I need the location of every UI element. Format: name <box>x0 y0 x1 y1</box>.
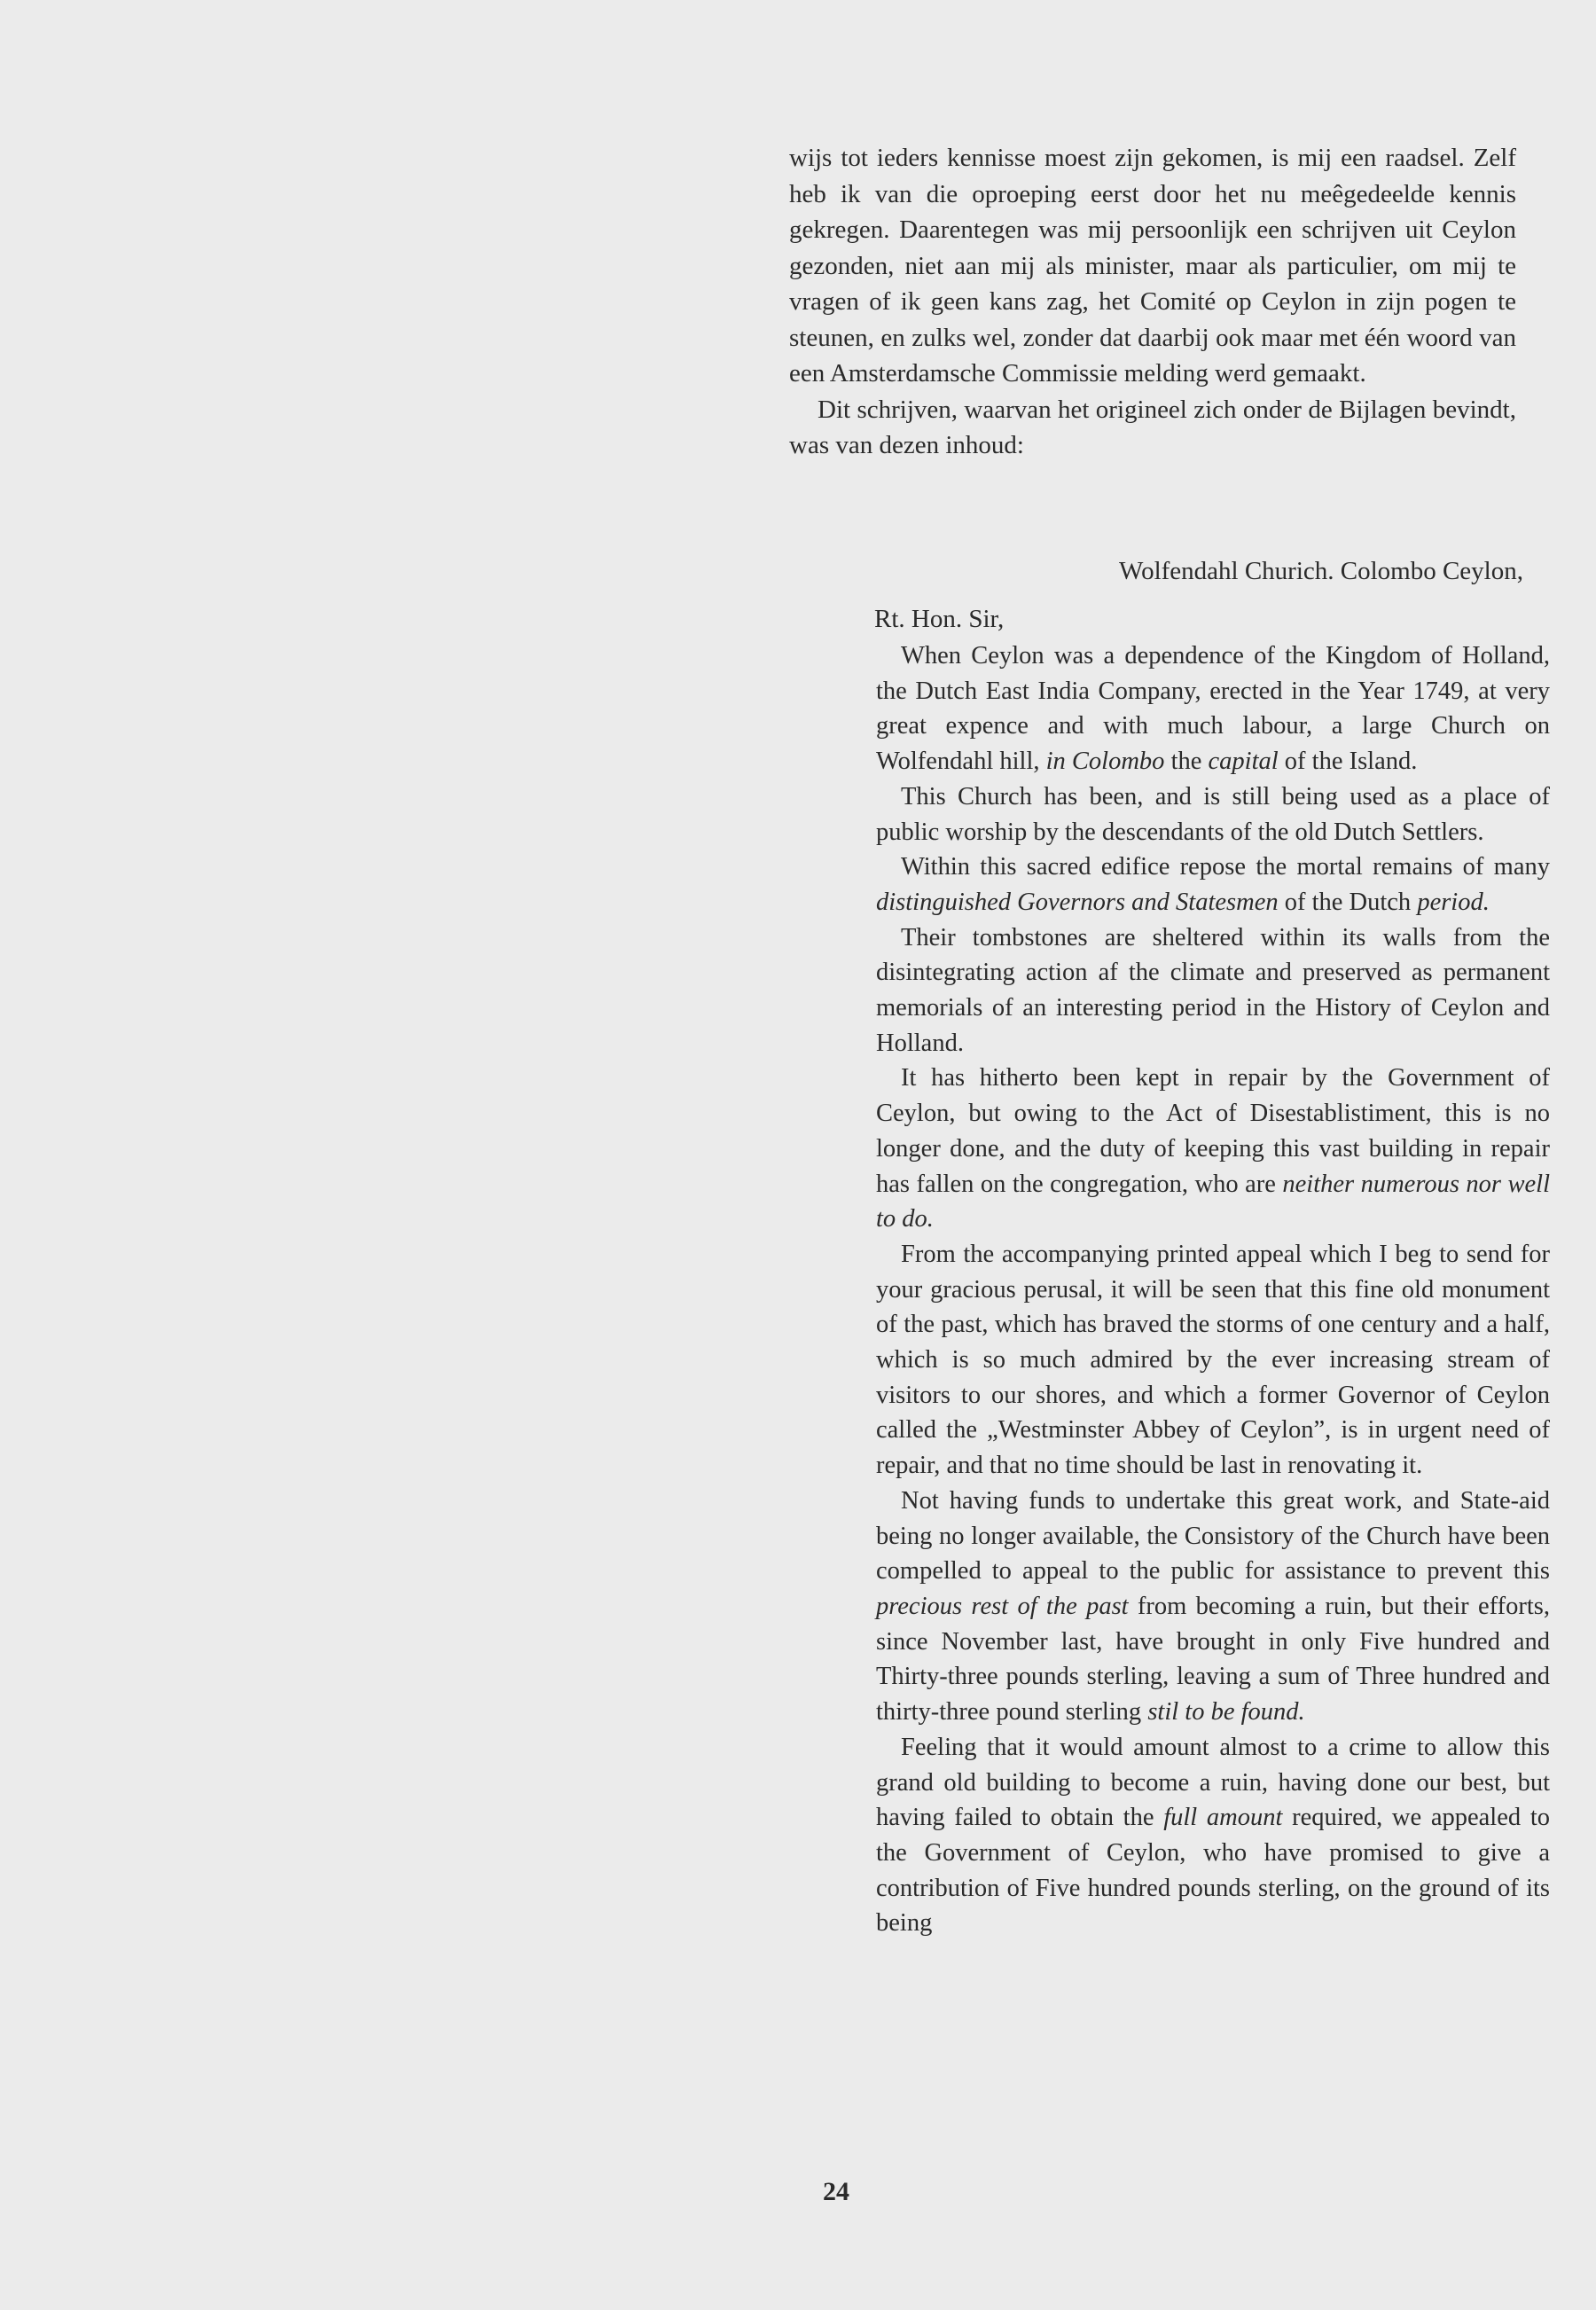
italic-text: distinguished Governors and Statesmen <box>876 888 1279 916</box>
intro-paragraph-1: wijs tot ieders kennisse moest zijn gekomen, is mij een raadsel. Zelf heb ik van die oproeping eerst door het nu meêgedeelde kennis gekregen. Daarentegen was mij persoonlijk een schrijven uit Ceylon gezonden, niet aan mij als minister, maar als particulier, om mij te vragen of ik geen kans zag, het Comité op Ceylon in zijn pogen te steunen, en zulks wel, zonder dat daarbij ook maar met één woord van een Amsterdamsche Commissie melding werd gemaakt. <box>789 144 1516 388</box>
letter-paragraph <box>876 1237 1550 1484</box>
page-number: 24 <box>823 2177 849 2206</box>
italic-text: in Colombo <box>1045 748 1165 776</box>
letter-paragraph <box>876 1484 1550 1730</box>
text-run: Feeling that it would amount almost to a crime to allow this grand old building to become a ruin, having done our best, but having failed to obtain the <box>876 1733 1550 1832</box>
text-run: From the accompanying printed appeal which I beg to send for your gracious perusal, it will be seen that this fine old monument of the past, which has braved the storms of one century and a half, which is so much admired by the ever increasing stream of visitors to our shores, and which a former Governor of Ceylon called the „Westminster Abbey of Ceylon”, is in urgent need of repair, and that no time should be last in renovating it. <box>876 1240 1550 1480</box>
italic-text: neither numerous nor well to do. <box>876 1170 1551 1233</box>
letter-salutation: Rt. Hon. Sir, <box>874 605 1005 633</box>
letter-heading: Wolfendahl Churich. Colombo Ceylon, <box>1119 557 1523 585</box>
intro-paragraph-2: Dit schrijven, waarvan het origineel zich onder de Bijlagen bevindt, was van dezen inhoud: <box>789 395 1516 459</box>
letter-paragraph <box>876 920 1550 1061</box>
letter-paragraph <box>876 1061 1550 1237</box>
text-run: the <box>1164 748 1209 776</box>
text-run: from becoming a ruin, but their efforts, since November last, have brought in only Five hundred and Thirty-three pounds sterling, leaving a sum of Three hundred and thirty-three pound sterling <box>876 1592 1550 1727</box>
letter-paragraph <box>876 850 1550 920</box>
text-run: Not having funds to undertake this great work, and State-aid being no longer available, the Consistory of the Church have been compelled to appeal to the public for assistance to prevent this <box>876 1486 1550 1586</box>
letter-paragraph <box>876 779 1550 850</box>
text-run: It has hitherto been kept in repair by the Government of Ceylon, but owing to the Act of Disestablistiment, this is no longer done, and the duty of keeping this vast building in repair has fallen on the congregation, who are <box>876 1064 1550 1198</box>
letter-paragraph <box>876 638 1550 779</box>
letter-paragraph <box>876 1730 1550 1941</box>
text-run: Within this sacred edifice repose the mortal remains of many <box>901 853 1550 881</box>
letter-body <box>876 638 1550 1941</box>
text-run: Their tombstones are sheltered within its walls from the disintegrating action af the climate and preserved as permanent memorials of an interesting period in the History of Ceylon and Holland. <box>876 923 1550 1057</box>
italic-text: full amount <box>1163 1804 1283 1832</box>
text-run: of the Island. <box>1278 748 1418 776</box>
dutch-intro-text <box>789 140 1516 464</box>
text-run: of the Dutch <box>1278 888 1418 916</box>
italic-text: precious rest of the past <box>876 1592 1129 1620</box>
italic-text: period. <box>1417 888 1490 916</box>
italic-text: capital <box>1208 748 1279 776</box>
text-run: required, we appealed to the Government of Ceylon, who have promised to give a contribution of Five hundred pounds sterling, on the ground of its being <box>876 1804 1550 1938</box>
italic-text: stil to be found. <box>1147 1698 1305 1727</box>
text-run: This Church has been, and is still being used as a place of public worship by the descendants of the old Dutch Settlers. <box>876 782 1550 846</box>
text-run: When Ceylon was a dependence of the Kingdom of Holland, the Dutch East India Company, erected in the Year 1749, at very great expence and with much labour, a large Church on Wolfendahl hill, <box>876 642 1550 776</box>
